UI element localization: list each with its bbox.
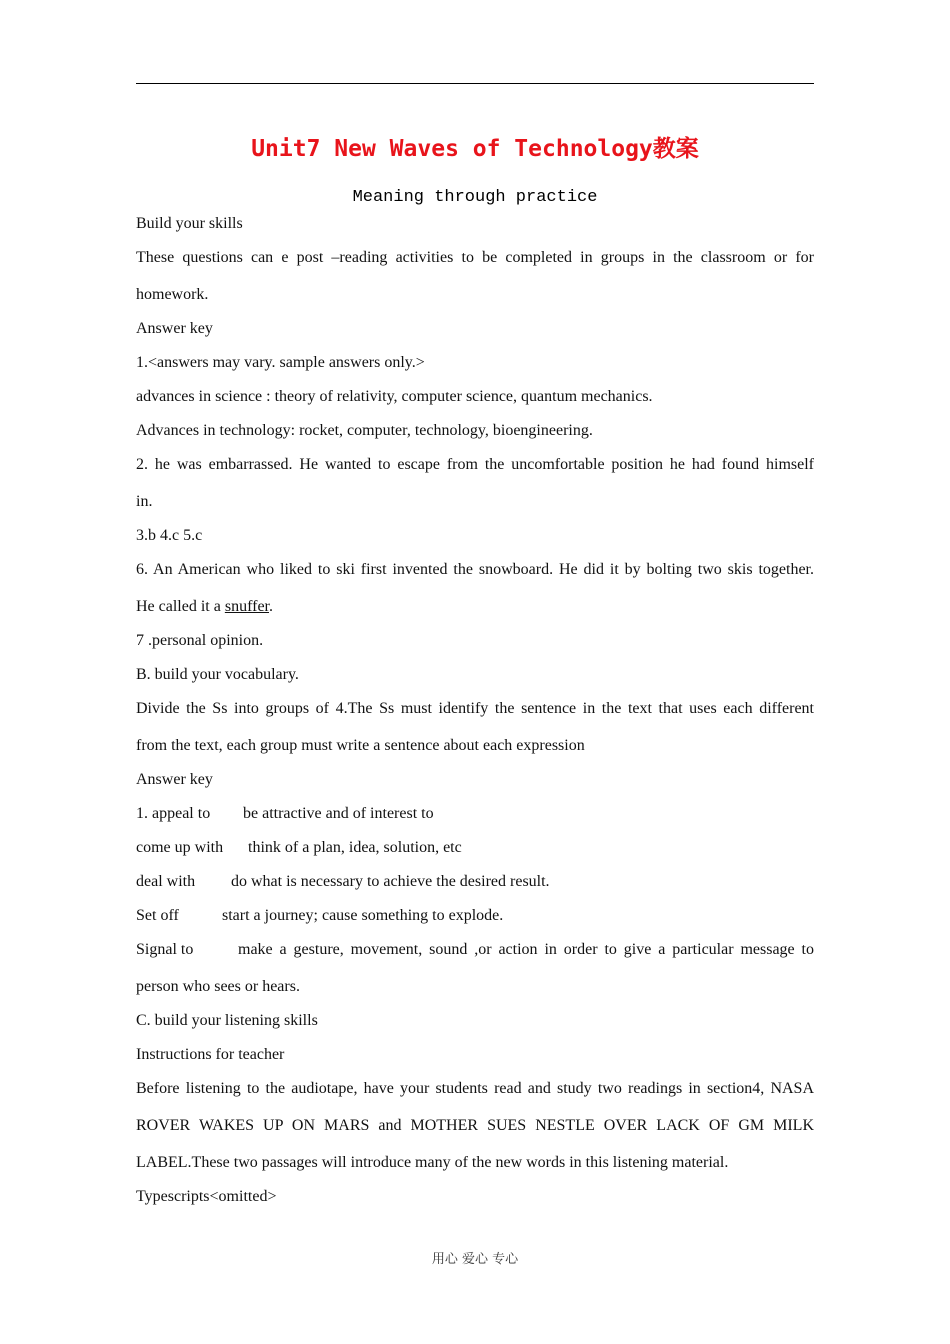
paragraph: 7 .personal opinion. — [136, 632, 264, 649]
paragraph: Answer key — [136, 320, 213, 337]
text-run: . — [268, 598, 273, 615]
text-run: He called it a — [136, 598, 225, 615]
paragraph: 6. An American who liked to ski first invented the snowboard. He did it by bolting two skis together. — [136, 561, 814, 578]
paragraph: from the text, each group must write a sentence about each expression — [136, 737, 585, 754]
paragraph: advances in science : theory of relativity, computer science, quantum mechanics. — [136, 388, 653, 405]
paragraph: 2. he was embarrassed. He wanted to escape from the uncomfortable position he had found himself — [136, 456, 814, 473]
vocab-item — [136, 801, 814, 835]
paragraph: homework. — [136, 286, 209, 303]
vocab-definition: think of a plan, idea, solution, etc — [248, 839, 462, 856]
vocab-term: come up with — [136, 839, 224, 856]
paragraph — [136, 594, 814, 628]
vocab-item — [136, 937, 814, 974]
vocab-definition: make a gesture, movement, sound ,or action in order to give a particular message to — [238, 941, 814, 958]
paragraph: in. — [136, 493, 153, 510]
page-title — [0, 130, 950, 163]
vocab-definition: do what is necessary to achieve the desired result. — [231, 873, 550, 890]
vocab-item — [136, 869, 814, 903]
header-rule — [136, 83, 814, 84]
vocab-term: Set off — [136, 907, 179, 924]
vocab-item — [136, 903, 814, 937]
vocab-term: deal with — [136, 873, 196, 890]
paragraph: B. build your vocabulary. — [136, 666, 299, 683]
paragraph: 3.b 4.c 5.c — [136, 527, 203, 544]
page-footer: 用心 爱心 专心 — [431, 1252, 519, 1267]
vocab-item — [136, 835, 814, 869]
paragraph: Before listening to the audiotape, have your students read and study two readings in section4, NASA — [136, 1080, 814, 1097]
paragraph: Instructions for teacher — [136, 1046, 285, 1063]
paragraph: Answer key — [136, 771, 213, 788]
paragraph: person who sees or hears. — [136, 978, 300, 995]
paragraph: Advances in technology: rocket, computer, technology, bioengineering. — [136, 422, 593, 439]
section-subtitle: Meaning through practice — [352, 188, 598, 207]
paragraph: LABEL.These two passages will introduce many of the new words in this listening material. — [136, 1154, 729, 1171]
paragraph: ROVER WAKES UP ON MARS and MOTHER SUES NESTLE OVER LACK OF GM MILK — [136, 1117, 814, 1134]
paragraph: C. build your listening skills — [136, 1012, 318, 1029]
vocab-term: Signal to — [136, 941, 194, 958]
vocab-definition: be attractive and of interest to — [243, 805, 434, 822]
paragraph: Divide the Ss into groups of 4.The Ss must identify the sentence in the text that uses each different — [136, 700, 814, 717]
body-text — [136, 211, 814, 1218]
paragraph: Typescripts<omitted> — [136, 1188, 277, 1205]
title-latin: Unit7 New Waves of Technology — [251, 136, 653, 162]
vocab-term: 1. appeal to — [136, 805, 211, 822]
vocab-definition: start a journey; cause something to explode. — [222, 907, 504, 924]
paragraph: These questions can e post –reading activities to be completed in groups in the classroom or for — [136, 249, 814, 266]
paragraph: Build your skills — [136, 215, 243, 232]
paragraph: 1.<answers may vary. sample answers only.> — [136, 354, 425, 371]
underlined-word: snuffer — [224, 598, 269, 615]
title-cjk: 教案 — [652, 136, 699, 162]
